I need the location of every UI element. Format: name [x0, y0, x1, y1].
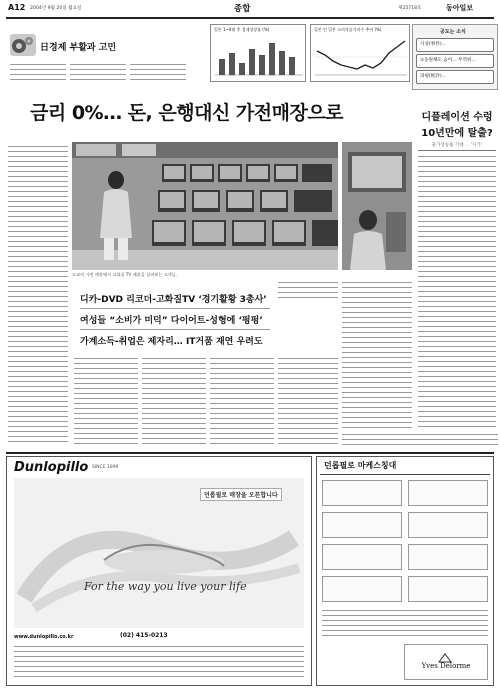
article-body-col-1: [8, 144, 68, 446]
store-card-6[interactable]: [408, 544, 488, 570]
sidebar-header: 공도는 소식: [440, 29, 466, 35]
yves-delorme-logo: [438, 648, 452, 658]
store-card-2[interactable]: [408, 480, 488, 506]
gear-icon: [10, 34, 36, 56]
dunlop-logo: Dunlopillo: [14, 460, 89, 475]
dunlop-phone: (02) 415-0213: [120, 632, 168, 639]
article-body-col-4: [74, 356, 138, 448]
paper-name: 동아일보: [446, 4, 474, 12]
small-photo: [342, 142, 412, 270]
store-card-7[interactable]: [322, 576, 402, 602]
photo-caption: 도쿄의 가전 매장에서 고화질 TV 제품을 살펴보는 고객들.: [72, 272, 178, 277]
article-body-col-2: [278, 280, 338, 300]
store-card-8[interactable]: [408, 576, 488, 602]
article-body-col-7: [278, 356, 338, 448]
store-card-3[interactable]: [322, 512, 402, 538]
dunlop-since: SINCE 1899: [92, 465, 119, 470]
subhead-2: 여성들 “소비가 미덕” 다이어트-성형에 ‘펑펑’: [80, 316, 263, 326]
chart-cpi-title: 일본 인 일본 소비자물가지수 추이 (%): [314, 27, 382, 32]
store-photo: [72, 142, 338, 270]
sidebar-story-title-2: 10년만에 탈출?: [421, 128, 493, 139]
store-ad-title: 던롭필로 마케스칭대: [324, 461, 397, 470]
sidebar-item-3[interactable]: 과평(經評)...: [416, 70, 494, 84]
edition-number: 제25718호: [398, 6, 422, 11]
column-text-3: [130, 62, 186, 80]
sidebar-item-2[interactable]: ①동원체도 숨어... 무역위...: [416, 54, 494, 68]
date-line: 2004년 9월 20일 월요일: [30, 6, 82, 11]
sidebar-story-title-1: 디플레이션 수렁: [421, 112, 493, 123]
masthead-rule: [6, 17, 494, 19]
sidebar-item-1[interactable]: 사상(事件)...: [416, 38, 494, 52]
chart-gdp-plot: [215, 35, 303, 79]
store-list-right: [322, 608, 488, 638]
masthead: [6, 2, 494, 16]
article-body-col-5: [142, 356, 206, 448]
korean-banner: 던롭필로 매장을 오픈합니다: [200, 488, 282, 501]
store-list-left: [14, 644, 304, 680]
chart-cpi-plot: [315, 35, 407, 79]
chart-gdp: [210, 24, 306, 82]
subhead-rule-2: [80, 329, 270, 330]
subhead-3: 가계소득-취업은 제자리… IT거품 재연 우려도: [80, 337, 263, 347]
ad-slogan: For the way you live your life: [84, 580, 247, 593]
chart-cpi: [310, 24, 410, 82]
column-logo: [10, 34, 36, 56]
small-photo-image: [342, 142, 412, 270]
chart-gdp-title: 일본 1~4월 후 경제성장률 (%): [214, 27, 270, 32]
column-text-2: [70, 62, 126, 80]
subhead-1: 디카-DVD 리코더-고화질TV ‘경기활황 3총사’: [80, 295, 267, 305]
subhead-rule-1: [80, 308, 270, 309]
store-photo-image: [72, 142, 338, 270]
store-card-4[interactable]: [408, 512, 488, 538]
dunlop-url: www.dunlopillo.co.kr: [14, 634, 74, 640]
store-card-1[interactable]: [322, 480, 402, 506]
yves-delorme-text: Yves Delorme: [421, 662, 471, 670]
ad-divider: [6, 452, 494, 454]
store-ad-rule: [320, 474, 490, 475]
section-title: 종합: [234, 4, 251, 14]
article-body-col-3: [342, 280, 412, 430]
store-card-5[interactable]: [322, 544, 402, 570]
sidebar-story-text: [418, 154, 496, 430]
column-title: 日경제 부활과 고민: [40, 43, 117, 53]
column-text-1: [10, 62, 66, 80]
article-body-col-8: [342, 432, 498, 448]
sidebar-story-byline: 물가상승률 기대 ... ‘시가’: [431, 143, 483, 148]
sidebar-story-rule: [418, 150, 496, 151]
page-number: A12: [8, 3, 26, 12]
article-body-col-6: [210, 356, 274, 448]
article-headline: 금리 0%… 돈, 은행대신 가전매장으로: [30, 102, 344, 124]
